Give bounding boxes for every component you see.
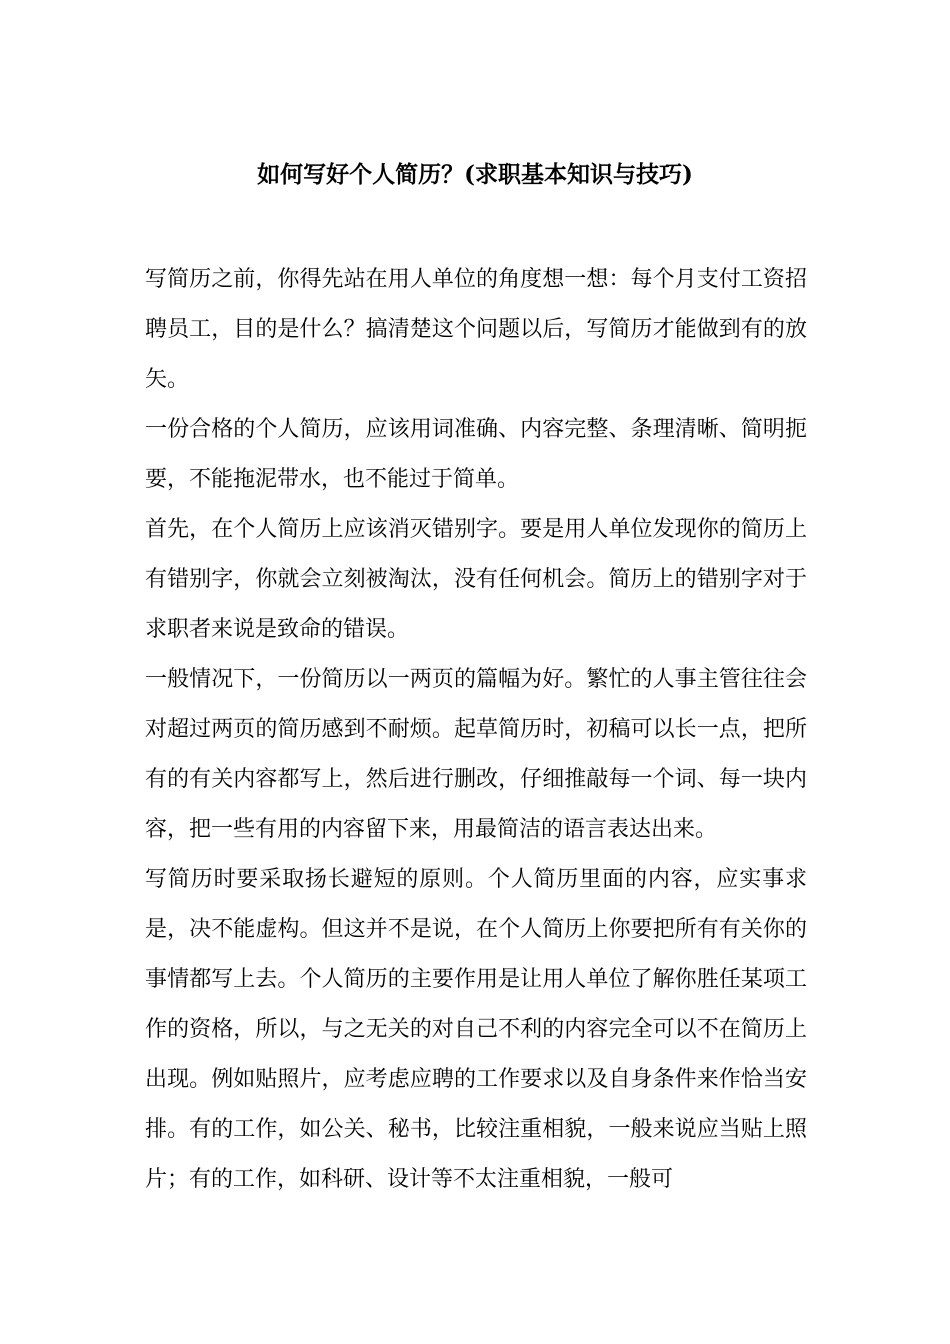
paragraph: 一份合格的个人简历，应该用词准确、内容完整、条理清晰、简明扼要，不能拖泥带水，也不能过于简单。 [145, 417, 807, 492]
document-body [145, 255, 807, 1205]
document-title: 如何写好个人简历？(求职基本知识与技巧) [257, 161, 693, 188]
paragraph: 首先，在个人简历上应该消灭错别字。要是用人单位发现你的简历上有错别字，你就会立刻被淘汰，没有任何机会。简历上的错别字对于求职者来说是致命的错误。 [145, 517, 807, 642]
paragraph: 写简历之前，你得先站在用人单位的角度想一想：每个月支付工资招聘员工，目的是什么？搞清楚这个问题以后，写简历才能做到有的放矢。 [145, 267, 807, 392]
paragraph: 一般情况下，一份简历以一两页的篇幅为好。繁忙的人事主管往往会对超过两页的简历感到不耐烦。起草简历时，初稿可以长一点，把所有的有关内容都写上，然后进行删改，仔细推敲每一个词、每一块内容，把一些有用的内容留下来，用最简洁的语言表达出来。 [145, 667, 807, 842]
paragraph: 写简历时要采取扬长避短的原则。个人简历里面的内容，应实事求是，决不能虚构。但这并不是说，在个人简历上你要把所有有关你的事情都写上去。个人简历的主要作用是让用人单位了解你胜任某项工作的资格，所以，与之无关的对自己不利的内容完全可以不在简历上出现。例如贴照片，应考虑应聘的工作要求以及自身条件来作恰当安排。有的工作，如公关、秘书，比较注重相貌，一般来说应当贴上照片；有的工作，如科研、设计等不太注重相貌，一般可 [145, 867, 807, 1192]
